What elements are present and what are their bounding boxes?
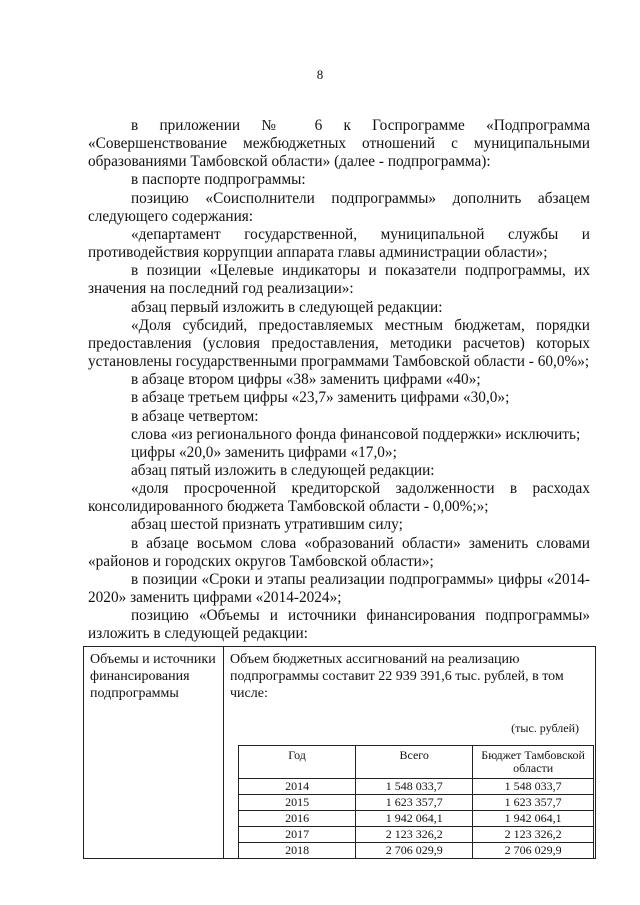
paragraph: позицию «Соисполнители подпрограммы» дополнить абзацем следующего содержания:: [88, 189, 590, 225]
cell-total: 1 548 033,7: [356, 779, 473, 795]
paragraph: в позиции «Целевые индикаторы и показатели подпрограммы, их значения на последний год реализации»:: [88, 262, 590, 298]
header-regional-budget: Бюджет Тамбовской области: [473, 746, 594, 779]
cell-total: 2 706 029,9: [356, 843, 473, 859]
financing-label-cell: Объемы и источники финансирования подпрограммы: [84, 647, 224, 858]
units-label: (тыс. рублей): [511, 721, 579, 735]
cell-total: 2 123 326,2: [356, 827, 473, 843]
paragraph: абзац шестой признать утратившим силу;: [131, 516, 403, 534]
header-year: Год: [239, 746, 356, 779]
paragraph: в абзаце четвертом:: [131, 407, 259, 425]
table-header-row: [239, 746, 594, 779]
paragraph: «департамент государственной, муниципальной службы и противодействия коррупции аппарата главы администрации области»;: [88, 225, 590, 262]
cell-regional: 1 548 033,7: [473, 779, 594, 795]
table-row: [239, 795, 594, 811]
cell-year: 2015: [239, 795, 356, 811]
paragraph: «Доля субсидий, предоставляемых местным бюджетам, порядки предоставления (условия предоставления, методики расчетов) которых установлены государственными программами Тамбовской области - 60,0%»;: [88, 316, 590, 371]
cell-year: 2017: [239, 827, 356, 843]
table-row: [239, 779, 594, 795]
paragraph: в паспорте подпрограммы:: [131, 171, 306, 189]
cell-regional: 1 623 357,7: [473, 795, 594, 811]
paragraph: в абзаце втором цифры «38» заменить цифрами «40»;: [131, 371, 481, 389]
paragraph: слова «из регионального фонда финансовой поддержки» исключить;: [131, 425, 581, 443]
paragraph: цифры «20,0» заменить цифрами «17,0»;: [131, 443, 397, 461]
cell-year: 2016: [239, 811, 356, 827]
page-number: 8: [316, 67, 324, 82]
paragraph: в абзаце третьем цифры «23,7» заменить цифрами «30,0»;: [131, 389, 510, 407]
document-body: [88, 117, 590, 644]
financing-table: [83, 646, 596, 859]
cell-year: 2018: [239, 843, 356, 859]
table-row: [239, 843, 594, 859]
paragraph: в абзаце восьмом слова «образований области» заменить словами «районов и городских округов Тамбовской области»;: [88, 534, 590, 570]
cell-year: 2014: [239, 779, 356, 795]
header-total: Всего: [356, 746, 473, 779]
financing-content-cell: [224, 647, 595, 858]
paragraph: абзац пятый изложить в следующей редакции:: [131, 461, 435, 479]
paragraph: абзац первый изложить в следующей редакции:: [131, 298, 443, 316]
cell-total: 1 623 357,7: [356, 795, 473, 811]
paragraph: в позиции «Сроки и этапы реализации подпрограммы» цифры «2014-2020» заменить цифрами «2014-2024»;: [88, 570, 590, 607]
cell-regional: 2 706 029,9: [473, 843, 594, 859]
table-row: [239, 827, 594, 843]
cell-regional: 2 123 326,2: [473, 827, 594, 843]
budget-by-year-table: [238, 745, 594, 859]
financing-intro: Объем бюджетных ассигнований на реализацию подпрограммы составит 22 939 391,6 тыс. рублей, в том числе:: [230, 652, 564, 701]
paragraph: «доля просроченной кредиторской задолженности в расходах консолидированного бюджета Тамбовской области - 0,00%;»;: [88, 480, 590, 516]
table-row: [239, 811, 594, 827]
paragraph: позицию «Объемы и источники финансирования подпрограммы» изложить в следующей редакции:: [88, 607, 590, 643]
paragraph: в приложении № 6 к Госпрограмме «Подпрограмма «Совершенствование межбюджетных отношений с муниципальными образованиями Тамбовской области» (далее - подпрограмма):: [88, 117, 590, 171]
cell-total: 1 942 064,1: [356, 811, 473, 827]
cell-regional: 1 942 064,1: [473, 811, 594, 827]
